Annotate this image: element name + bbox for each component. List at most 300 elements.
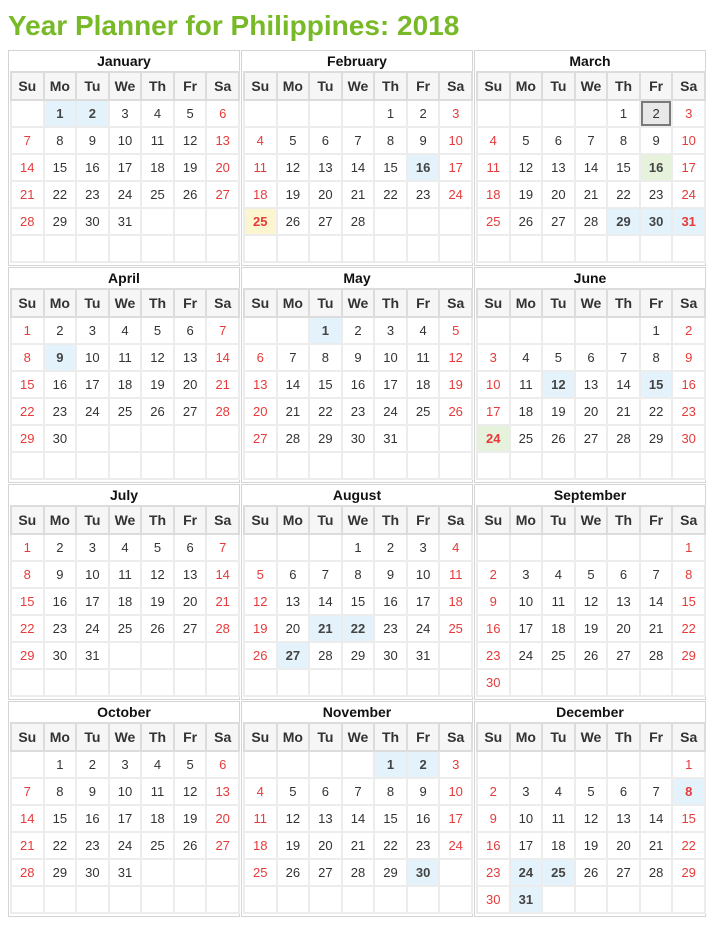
day-cell: 28 <box>575 208 608 235</box>
month-table <box>10 722 240 914</box>
day-cell: 11 <box>439 561 472 588</box>
day-cell: 7 <box>640 778 673 805</box>
day-cell: 1 <box>309 317 342 344</box>
weekday-header: Su <box>244 723 277 751</box>
empty-cell <box>575 100 608 127</box>
day-cell: 26 <box>141 398 174 425</box>
day-cell: 29 <box>11 425 44 452</box>
weekday-header: Mo <box>44 506 77 534</box>
empty-cell <box>510 669 543 696</box>
day-cell: 27 <box>244 425 277 452</box>
empty-cell <box>277 669 310 696</box>
weekday-header: Tu <box>542 506 575 534</box>
day-cell: 25 <box>141 832 174 859</box>
empty-cell <box>510 317 543 344</box>
day-cell: 1 <box>672 534 705 561</box>
empty-cell <box>510 751 543 778</box>
weekday-header: Mo <box>510 506 543 534</box>
day-cell: 21 <box>206 588 239 615</box>
day-cell: 12 <box>277 154 310 181</box>
day-cell: 14 <box>309 588 342 615</box>
day-cell: 11 <box>109 344 142 371</box>
day-cell: 8 <box>309 344 342 371</box>
day-cell: 19 <box>575 615 608 642</box>
day-cell: 6 <box>607 561 640 588</box>
day-cell: 23 <box>477 859 510 886</box>
day-cell: 23 <box>76 181 109 208</box>
page-title: Year Planner for Philippines: 2018 <box>8 10 460 41</box>
day-cell: 7 <box>640 561 673 588</box>
day-cell: 31 <box>672 208 705 235</box>
weekday-header: Sa <box>672 72 705 100</box>
day-cell: 8 <box>607 127 640 154</box>
empty-cell <box>76 669 109 696</box>
empty-cell <box>607 317 640 344</box>
day-cell: 31 <box>510 886 543 913</box>
weekday-header: Mo <box>44 72 77 100</box>
day-cell: 19 <box>141 588 174 615</box>
day-cell: 27 <box>206 181 239 208</box>
day-cell: 28 <box>342 208 375 235</box>
day-cell: 13 <box>174 344 207 371</box>
day-cell: 13 <box>206 778 239 805</box>
empty-cell <box>542 100 575 127</box>
weekday-header: Mo <box>510 72 543 100</box>
day-cell: 2 <box>44 317 77 344</box>
weekday-header: Sa <box>206 72 239 100</box>
empty-cell <box>174 859 207 886</box>
day-cell: 26 <box>141 615 174 642</box>
day-cell: 25 <box>407 398 440 425</box>
day-cell: 3 <box>510 778 543 805</box>
month-march <box>474 50 706 266</box>
day-cell: 21 <box>640 615 673 642</box>
day-cell: 15 <box>44 154 77 181</box>
day-cell: 8 <box>11 561 44 588</box>
empty-cell <box>477 317 510 344</box>
day-cell: 10 <box>76 344 109 371</box>
empty-cell <box>542 317 575 344</box>
day-cell: 17 <box>374 371 407 398</box>
day-cell: 10 <box>672 127 705 154</box>
day-cell: 15 <box>309 371 342 398</box>
day-cell: 18 <box>439 588 472 615</box>
empty-cell <box>244 100 277 127</box>
day-cell: 6 <box>542 127 575 154</box>
day-cell: 2 <box>374 534 407 561</box>
day-cell: 13 <box>206 127 239 154</box>
day-cell: 9 <box>44 344 77 371</box>
month-name: January <box>97 53 151 69</box>
day-cell: 1 <box>44 751 77 778</box>
empty-cell <box>206 425 239 452</box>
day-cell: 27 <box>174 615 207 642</box>
day-cell: 22 <box>342 615 375 642</box>
weekday-header: Sa <box>439 723 472 751</box>
month-december <box>474 701 706 917</box>
day-cell: 24 <box>672 181 705 208</box>
empty-cell <box>477 452 510 479</box>
day-cell: 17 <box>439 805 472 832</box>
weekday-header: Su <box>477 506 510 534</box>
day-cell: 30 <box>342 425 375 452</box>
day-cell: 14 <box>11 805 44 832</box>
empty-cell <box>477 235 510 262</box>
day-cell: 11 <box>477 154 510 181</box>
day-cell: 5 <box>542 344 575 371</box>
day-cell: 5 <box>244 561 277 588</box>
day-cell: 15 <box>374 154 407 181</box>
empty-cell <box>542 669 575 696</box>
weekday-header: Sa <box>206 289 239 317</box>
day-cell: 7 <box>206 534 239 561</box>
empty-cell <box>244 751 277 778</box>
day-cell: 14 <box>206 344 239 371</box>
day-cell: 3 <box>439 751 472 778</box>
weekday-header: Fr <box>174 723 207 751</box>
day-cell: 20 <box>607 615 640 642</box>
day-cell: 18 <box>477 181 510 208</box>
empty-cell <box>174 886 207 913</box>
day-cell: 8 <box>640 344 673 371</box>
day-cell: 12 <box>575 805 608 832</box>
day-cell: 2 <box>477 561 510 588</box>
weekday-header: Mo <box>44 289 77 317</box>
day-cell: 14 <box>342 805 375 832</box>
empty-cell <box>439 669 472 696</box>
empty-cell <box>11 669 44 696</box>
day-cell: 24 <box>374 398 407 425</box>
weekday-header: Th <box>141 506 174 534</box>
day-cell: 14 <box>342 154 375 181</box>
day-cell: 23 <box>477 642 510 669</box>
empty-cell <box>575 751 608 778</box>
empty-cell <box>407 886 440 913</box>
day-cell: 7 <box>309 561 342 588</box>
day-cell: 9 <box>640 127 673 154</box>
day-cell: 8 <box>374 127 407 154</box>
day-cell: 22 <box>672 615 705 642</box>
weekday-header: Fr <box>640 506 673 534</box>
day-cell: 3 <box>76 317 109 344</box>
empty-cell <box>277 235 310 262</box>
day-cell: 2 <box>342 317 375 344</box>
weekday-header: Fr <box>407 72 440 100</box>
day-cell: 26 <box>244 642 277 669</box>
day-cell: 17 <box>510 832 543 859</box>
day-cell: 4 <box>439 534 472 561</box>
empty-cell <box>374 669 407 696</box>
day-cell: 13 <box>575 371 608 398</box>
weekday-header: Sa <box>439 289 472 317</box>
day-cell: 18 <box>407 371 440 398</box>
weekday-header: Th <box>374 289 407 317</box>
weekday-header: Tu <box>76 289 109 317</box>
day-cell: 21 <box>206 371 239 398</box>
day-cell: 1 <box>374 100 407 127</box>
day-cell: 1 <box>342 534 375 561</box>
day-cell: 18 <box>542 832 575 859</box>
weekday-header: Th <box>607 72 640 100</box>
day-cell: 1 <box>374 751 407 778</box>
day-cell: 29 <box>11 642 44 669</box>
empty-cell <box>640 669 673 696</box>
day-cell: 28 <box>277 425 310 452</box>
empty-cell <box>141 425 174 452</box>
weekday-header: Mo <box>277 72 310 100</box>
empty-cell <box>607 452 640 479</box>
weekday-header: Fr <box>640 723 673 751</box>
day-cell: 21 <box>607 398 640 425</box>
day-cell: 8 <box>672 778 705 805</box>
weekday-header: Tu <box>76 723 109 751</box>
empty-cell <box>374 235 407 262</box>
empty-cell <box>510 452 543 479</box>
day-cell: 18 <box>141 805 174 832</box>
empty-cell <box>607 886 640 913</box>
day-cell: 8 <box>11 344 44 371</box>
empty-cell <box>542 751 575 778</box>
day-cell: 21 <box>11 181 44 208</box>
month-february <box>241 50 473 266</box>
day-cell: 21 <box>309 615 342 642</box>
day-cell: 20 <box>542 181 575 208</box>
day-cell: 6 <box>206 751 239 778</box>
day-cell: 21 <box>342 181 375 208</box>
day-cell: 8 <box>44 778 77 805</box>
day-cell: 26 <box>575 859 608 886</box>
day-cell: 29 <box>342 642 375 669</box>
day-cell: 25 <box>542 859 575 886</box>
day-cell: 24 <box>76 615 109 642</box>
empty-cell <box>277 534 310 561</box>
day-cell: 2 <box>477 778 510 805</box>
empty-cell <box>407 208 440 235</box>
empty-cell <box>607 534 640 561</box>
day-cell: 13 <box>607 588 640 615</box>
empty-cell <box>575 317 608 344</box>
empty-cell <box>640 886 673 913</box>
day-cell: 22 <box>374 832 407 859</box>
day-cell: 21 <box>575 181 608 208</box>
day-cell: 28 <box>11 208 44 235</box>
empty-cell <box>542 452 575 479</box>
day-cell: 11 <box>542 588 575 615</box>
month-table <box>10 71 240 263</box>
day-cell: 9 <box>407 127 440 154</box>
day-cell: 20 <box>244 398 277 425</box>
day-cell: 22 <box>309 398 342 425</box>
day-cell: 4 <box>141 100 174 127</box>
weekday-header: We <box>575 723 608 751</box>
empty-cell <box>44 886 77 913</box>
day-cell: 23 <box>672 398 705 425</box>
empty-cell <box>11 751 44 778</box>
day-cell: 10 <box>510 588 543 615</box>
day-cell: 31 <box>109 859 142 886</box>
day-cell: 18 <box>542 615 575 642</box>
day-cell: 26 <box>439 398 472 425</box>
empty-cell <box>542 235 575 262</box>
weekday-header: Th <box>374 723 407 751</box>
day-cell: 6 <box>277 561 310 588</box>
day-cell: 11 <box>407 344 440 371</box>
empty-cell <box>244 317 277 344</box>
day-cell: 11 <box>542 805 575 832</box>
day-cell: 6 <box>309 127 342 154</box>
empty-cell <box>309 235 342 262</box>
day-cell: 20 <box>607 832 640 859</box>
day-cell: 30 <box>477 669 510 696</box>
day-cell: 12 <box>439 344 472 371</box>
month-june <box>474 267 706 483</box>
empty-cell <box>407 235 440 262</box>
day-cell: 6 <box>575 344 608 371</box>
empty-cell <box>342 235 375 262</box>
empty-cell <box>44 669 77 696</box>
empty-cell <box>109 425 142 452</box>
day-cell: 29 <box>672 859 705 886</box>
day-cell: 22 <box>374 181 407 208</box>
day-cell: 10 <box>109 127 142 154</box>
empty-cell <box>141 859 174 886</box>
month-name: February <box>327 53 387 69</box>
day-cell: 9 <box>407 778 440 805</box>
empty-cell <box>439 425 472 452</box>
day-cell: 1 <box>11 534 44 561</box>
weekday-header: Su <box>244 289 277 317</box>
day-cell: 29 <box>607 208 640 235</box>
weekday-header: Sa <box>206 506 239 534</box>
empty-cell <box>44 235 77 262</box>
month-table <box>243 71 473 263</box>
day-cell: 31 <box>374 425 407 452</box>
empty-cell <box>109 235 142 262</box>
weekday-header: Th <box>607 289 640 317</box>
day-cell: 27 <box>309 859 342 886</box>
day-cell: 5 <box>510 127 543 154</box>
empty-cell <box>141 452 174 479</box>
day-cell: 19 <box>174 805 207 832</box>
day-cell: 13 <box>174 561 207 588</box>
day-cell: 7 <box>342 778 375 805</box>
weekday-header: Mo <box>277 289 310 317</box>
weekday-header: Mo <box>510 289 543 317</box>
empty-cell <box>510 100 543 127</box>
day-cell: 28 <box>640 859 673 886</box>
weekday-header: Mo <box>277 506 310 534</box>
day-cell: 10 <box>439 778 472 805</box>
day-cell: 16 <box>477 832 510 859</box>
day-cell: 16 <box>640 154 673 181</box>
month-may <box>241 267 473 483</box>
day-cell: 30 <box>76 208 109 235</box>
day-cell: 12 <box>141 344 174 371</box>
day-cell: 17 <box>76 371 109 398</box>
empty-cell <box>640 235 673 262</box>
empty-cell <box>309 751 342 778</box>
empty-cell <box>309 452 342 479</box>
empty-cell <box>342 452 375 479</box>
empty-cell <box>510 235 543 262</box>
month-name: June <box>573 270 607 286</box>
day-cell: 8 <box>672 561 705 588</box>
day-cell: 14 <box>206 561 239 588</box>
empty-cell <box>309 886 342 913</box>
day-cell: 10 <box>407 561 440 588</box>
day-cell: 25 <box>109 615 142 642</box>
day-cell: 22 <box>640 398 673 425</box>
weekday-header: Su <box>244 72 277 100</box>
day-cell: 24 <box>109 181 142 208</box>
month-table <box>476 505 706 697</box>
day-cell: 19 <box>439 371 472 398</box>
day-cell: 16 <box>44 588 77 615</box>
empty-cell <box>206 208 239 235</box>
weekday-header: Tu <box>309 723 342 751</box>
day-cell: 4 <box>510 344 543 371</box>
empty-cell <box>607 669 640 696</box>
month-january <box>8 50 240 266</box>
empty-cell <box>439 886 472 913</box>
day-cell: 12 <box>174 127 207 154</box>
day-cell: 15 <box>374 805 407 832</box>
day-cell: 28 <box>206 398 239 425</box>
weekday-header: Tu <box>309 72 342 100</box>
day-cell: 13 <box>309 154 342 181</box>
day-cell: 13 <box>244 371 277 398</box>
day-cell: 9 <box>76 778 109 805</box>
day-cell: 27 <box>542 208 575 235</box>
weekday-header: We <box>109 289 142 317</box>
weekday-header: Th <box>607 506 640 534</box>
day-cell: 25 <box>244 859 277 886</box>
weekday-header: Tu <box>542 289 575 317</box>
weekday-header: Tu <box>542 723 575 751</box>
empty-cell <box>607 751 640 778</box>
empty-cell <box>174 642 207 669</box>
day-cell: 1 <box>607 100 640 127</box>
day-cell: 1 <box>640 317 673 344</box>
empty-cell <box>309 100 342 127</box>
empty-cell <box>640 452 673 479</box>
month-name: March <box>569 53 611 69</box>
weekday-header: Su <box>11 723 44 751</box>
day-cell: 21 <box>640 832 673 859</box>
empty-cell <box>141 669 174 696</box>
empty-cell <box>439 642 472 669</box>
empty-cell <box>76 235 109 262</box>
day-cell: 11 <box>141 127 174 154</box>
weekday-header: We <box>109 72 142 100</box>
day-cell: 19 <box>174 154 207 181</box>
day-cell: 6 <box>206 100 239 127</box>
weekday-header: Fr <box>407 289 440 317</box>
day-cell: 8 <box>44 127 77 154</box>
day-cell: 19 <box>542 398 575 425</box>
weekday-header: Tu <box>542 72 575 100</box>
empty-cell <box>542 534 575 561</box>
day-cell: 11 <box>244 805 277 832</box>
day-cell: 15 <box>607 154 640 181</box>
weekday-header: Fr <box>640 289 673 317</box>
day-cell: 9 <box>477 805 510 832</box>
empty-cell <box>640 751 673 778</box>
day-cell: 27 <box>575 425 608 452</box>
empty-cell <box>672 669 705 696</box>
weekday-header: Th <box>374 506 407 534</box>
day-cell: 9 <box>44 561 77 588</box>
